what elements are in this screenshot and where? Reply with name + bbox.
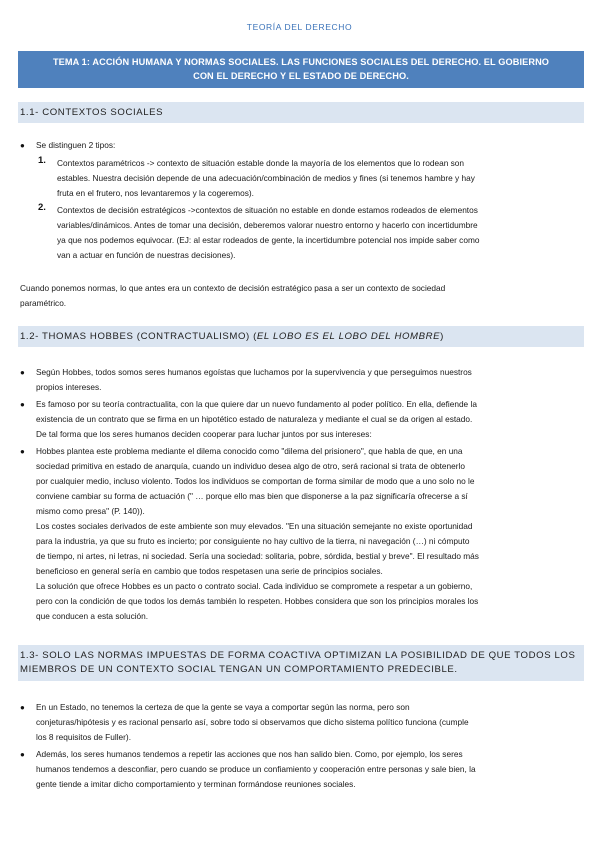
bullet-icon: ● <box>20 750 25 759</box>
list-number: 2. <box>38 202 46 213</box>
bullet-icon: ● <box>20 141 25 150</box>
text-line: fruta en el frutero, nos levantaremos y la cogeremos). <box>57 188 254 198</box>
text-line: Contextos paramétricos -> contexto de situación estable donde la mayoría de los elementos que lo rodean son <box>57 158 465 168</box>
text-line: Es famoso por su teoría contractualita, con la que quiere dar un nuevo fundamento al poder político. En ella, defiende la <box>36 399 477 409</box>
text-line: De tal forma que los seres humanos deciden cooperar para luchar juntos por sus intereses: <box>36 429 372 439</box>
text-line: Según Hobbes, todos somos seres humanos egoístas que luchamos por la supervivencia y que perseguimos nuestros <box>36 367 472 377</box>
list-item <box>36 747 476 792</box>
list-item <box>36 444 479 624</box>
chapter-title-box <box>18 51 584 88</box>
heading-text: 1.3- SOLO LAS NORMAS IMPUESTAS DE FORMA COACTIVA OPTIMIZAN LA POSIBILIDAD DE QUE TODOS LOS <box>20 650 576 661</box>
text-line: de tiempo, ni artes, ni letras, ni sociedad. Sería una sociedad: solitaria, pobre, sórdida, bestial y breve". El resultado más <box>36 551 479 561</box>
chapter-title-line: TEMA 1: ACCIÓN HUMANA Y NORMAS SOCIALES. LAS FUNCIONES SOCIALES DEL DERECHO. EL GOBIERNO <box>52 57 550 67</box>
text-line: Contextos de decisión estratégicos ->contextos de situación no estable en donde estamos rodeados de elementos <box>57 205 478 215</box>
running-header: TEORÍA DEL DERECHO <box>246 22 353 32</box>
list-item-2 <box>57 203 479 263</box>
bullet-intro: Se distinguen 2 tipos: <box>36 140 116 150</box>
text-line: estables. Nuestra decisión depende de una adecuación/combinación de medios y fines (si tenemos hambre y hay <box>57 173 475 183</box>
bullet-icon: ● <box>20 703 25 712</box>
list-item-1 <box>57 156 475 201</box>
heading-text: ) <box>440 331 444 342</box>
bullet-icon: ● <box>20 400 25 409</box>
list-item <box>36 700 469 745</box>
text-line: humanos tendemos a desconfiar, pero cuando se produce un confiamiento y cooperación entre personas y sale bien, la <box>36 764 476 774</box>
text-line: van a actuar en función de nuestras decisiones). <box>57 250 236 260</box>
text-line: existencia de un contrato que se firma en un hipotético estado de naturaleza y mediante el cual se da origen al estado. <box>36 414 473 424</box>
heading-text: MIEMBROS DE UN CONTEXTO SOCIAL TENGAN UN COMPORTAMIENTO PREDECIBLE. <box>20 664 458 675</box>
heading-text: 1.2- THOMAS HOBBES (CONTRACTUALISMO) ( <box>20 331 257 342</box>
text-line: los 8 requisitos de Fuller). <box>36 732 131 742</box>
bullet-icon: ● <box>20 368 25 377</box>
text-line: propios intereses. <box>36 382 102 392</box>
heading-italic-text: EL LOBO ES EL LOBO DEL HOMBRE <box>256 331 441 342</box>
text-line: Los costes sociales derivados de este ambiente son muy elevados. "En una situación semejante no existe oportunidad <box>36 521 473 531</box>
list-item <box>36 397 477 442</box>
section-heading-1-2 <box>18 326 584 347</box>
section-heading-1-3 <box>18 645 584 681</box>
text-line: La solución que ofrece Hobbes es un pacto o contrato social. Cada individuo se compromete a respetar a un gobierno, <box>36 581 473 591</box>
bullet-icon: ● <box>20 447 25 456</box>
text-line: En un Estado, no tenemos la certeza de que la gente se vaya a comportar según las norma, pero son <box>36 702 410 712</box>
text-line: Hobbes plantea este problema mediante el dilema conocido como "dilema del prisionero", que habla de que, en una <box>36 446 463 456</box>
text-line: mismo como presa" (P. 140)). <box>36 506 145 516</box>
section-heading-1-1: 1.1- CONTEXTOS SOCIALES <box>18 102 584 123</box>
list-item <box>36 365 472 395</box>
text-line: variables/dinámicos. Antes de tomar una decisión, deberemos valorar nuestro entorno y hacerlo con incertidumbre <box>57 220 478 230</box>
text-line: beneficioso en general sería en cambio que todos respetasen una serie de principios sociales. <box>36 566 383 576</box>
text-line: conviene cambiar su forma de actuación (" … porque ello mas bien que disponerse a la paz significaría ofrecerse a sí <box>36 491 468 501</box>
text-line: pero con la condición de que todos los demás también lo respeten. Hobbes considera que son los principios morales los <box>36 596 479 606</box>
text-line: paramétrico. <box>20 298 67 308</box>
chapter-title-line: CON EL DERECHO Y EL ESTADO DE DERECHO. <box>193 71 409 81</box>
text-line: gente tiende a imitar dicho comportamiento y terminan formándose reuniones sociales. <box>36 779 356 789</box>
paragraph <box>20 281 445 311</box>
text-line: que conducen a esta solución. <box>36 611 149 621</box>
text-line: Además, los seres humanos tendemos a repetir las acciones que nos han salido bien. Como, por ejemplo, los seres <box>36 749 463 759</box>
text-line: ya que nos podemos equivocar. (EJ: al estar rodeados de gente, la incertidumbre potencial nos impide saber como <box>57 235 480 245</box>
text-line: Cuando ponemos normas, lo que antes era un contexto de decisión estratégico pasa a ser un contexto de sociedad <box>20 283 446 293</box>
text-line: por cualquier medio, incluso violento. Todos los individuos se comportan de forma similar de modo que a uno solo no le <box>36 476 475 486</box>
text-line: conjeturas/hipótesis y es racional pensarlo así, sobre todo si observamos que dicho sistema político funciona (cumple <box>36 717 469 727</box>
text-line: sociedad primitiva en estado de anarquía, cuando un individuo desea algo de otro, será racional si trata de obtenerlo <box>36 461 465 471</box>
text-line: para la industria, ya que su fruto es incierto; por consiguiente no hay cultivo de la tierra, ni navegación (…) ni cómputo <box>36 536 470 546</box>
list-number: 1. <box>38 155 46 166</box>
